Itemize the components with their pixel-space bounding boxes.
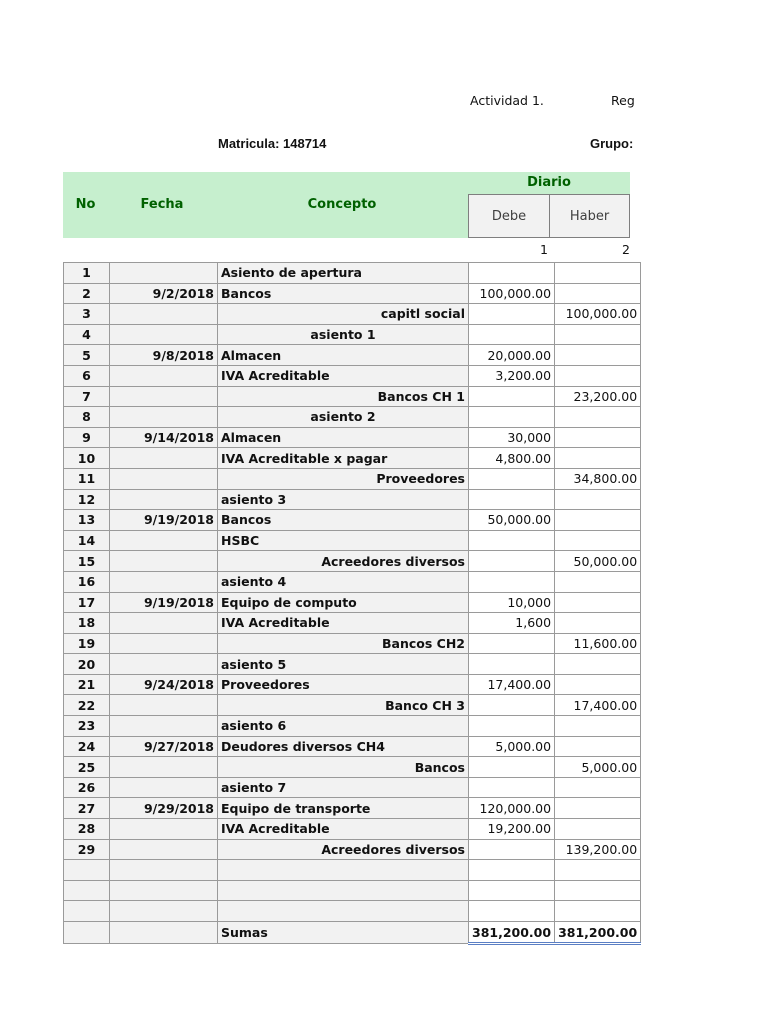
table-row [64, 263, 641, 284]
concept-cell[interactable]: IVA Acreditable [218, 365, 469, 386]
credit-cell[interactable] [555, 716, 641, 737]
concept-cell[interactable]: Acreedores diversos [218, 839, 469, 860]
debit-cell[interactable] [469, 407, 555, 428]
row-number-cell[interactable]: 24 [64, 736, 110, 757]
table-row [64, 489, 641, 510]
credit-cell[interactable] [555, 880, 641, 901]
date-cell[interactable]: 9/2/2018 [110, 283, 218, 304]
date-cell[interactable] [110, 304, 218, 325]
date-cell[interactable] [110, 839, 218, 860]
empty-row [64, 860, 641, 881]
credit-cell[interactable]: 5,000.00 [555, 757, 641, 778]
concept-cell[interactable]: Almacen [218, 427, 469, 448]
concept-cell[interactable]: asiento 4 [218, 571, 469, 592]
table-row [64, 324, 641, 345]
date-cell[interactable] [110, 777, 218, 798]
row-number-cell[interactable]: 16 [64, 571, 110, 592]
concept-cell[interactable] [218, 860, 469, 881]
debit-cell[interactable] [469, 551, 555, 572]
table-row [64, 304, 641, 325]
table-row [64, 777, 641, 798]
row-number-cell[interactable]: 23 [64, 716, 110, 737]
debe-column-number: 1 [540, 242, 548, 257]
concept-cell[interactable]: Equipo de transporte [218, 798, 469, 819]
empty-row [64, 901, 641, 922]
col-header-no: No [75, 197, 96, 212]
date-cell[interactable] [110, 407, 218, 428]
concept-cell[interactable]: Proveedores [218, 674, 469, 695]
concept-cell[interactable]: Bancos CH 1 [218, 386, 469, 407]
row-number-cell[interactable]: 11 [64, 468, 110, 489]
row-number-cell[interactable] [64, 860, 110, 881]
date-cell[interactable] [110, 613, 218, 634]
credit-cell[interactable]: 11,600.00 [555, 633, 641, 654]
debit-cell[interactable]: 19,200.00 [469, 819, 555, 840]
concept-cell[interactable]: HSBC [218, 530, 469, 551]
col-header-fecha: Fecha [140, 197, 184, 212]
credit-cell[interactable] [555, 736, 641, 757]
credit-cell[interactable] [555, 777, 641, 798]
concept-cell[interactable]: IVA Acreditable [218, 613, 469, 634]
date-cell[interactable]: 9/29/2018 [110, 798, 218, 819]
row-number-cell[interactable]: 15 [64, 551, 110, 572]
journal-table [63, 262, 641, 945]
table-row [64, 345, 641, 366]
credit-cell[interactable]: 17,400.00 [555, 695, 641, 716]
totals-label-cell[interactable]: Sumas [218, 922, 469, 944]
col-header-concepto: Concepto [307, 197, 377, 212]
row-number-cell[interactable]: 1 [64, 263, 110, 284]
credit-cell[interactable] [555, 654, 641, 675]
col-header-debe: Debe [468, 194, 550, 238]
table-row [64, 386, 641, 407]
date-cell[interactable] [110, 922, 218, 944]
debit-cell[interactable]: 3,200.00 [469, 365, 555, 386]
row-number-cell[interactable] [64, 880, 110, 901]
debit-cell[interactable] [469, 901, 555, 922]
table-row [64, 654, 641, 675]
debit-cell[interactable] [469, 839, 555, 860]
credit-cell[interactable] [555, 860, 641, 881]
concept-cell[interactable]: asiento 5 [218, 654, 469, 675]
credit-cell[interactable] [555, 592, 641, 613]
concept-cell[interactable] [218, 880, 469, 901]
debit-cell[interactable]: 5,000.00 [469, 736, 555, 757]
row-number-cell[interactable]: 10 [64, 448, 110, 469]
concept-cell[interactable]: Bancos CH2 [218, 633, 469, 654]
date-cell[interactable] [110, 263, 218, 284]
table-row [64, 530, 641, 551]
date-cell[interactable] [110, 819, 218, 840]
row-number-cell[interactable]: 25 [64, 757, 110, 778]
date-cell[interactable]: 9/19/2018 [110, 510, 218, 531]
row-number-cell[interactable]: 9 [64, 427, 110, 448]
matricula-label: Matricula: 148714 [218, 136, 327, 151]
date-cell[interactable] [110, 386, 218, 407]
grupo-label-partial: Grupo: [590, 136, 634, 151]
debit-cell[interactable] [469, 489, 555, 510]
table-row [64, 592, 641, 613]
debit-cell[interactable] [469, 654, 555, 675]
credit-cell[interactable] [555, 448, 641, 469]
table-row [64, 798, 641, 819]
totals-row [64, 922, 641, 944]
debit-cell[interactable]: 30,000 [469, 427, 555, 448]
date-cell[interactable] [110, 365, 218, 386]
credit-cell[interactable] [555, 510, 641, 531]
haber-column-number: 2 [622, 242, 630, 257]
table-row [64, 571, 641, 592]
table-row [64, 407, 641, 428]
table-row [64, 757, 641, 778]
debit-cell[interactable]: 50,000.00 [469, 510, 555, 531]
concept-cell[interactable]: Bancos [218, 283, 469, 304]
row-number-cell[interactable]: 14 [64, 530, 110, 551]
credit-cell[interactable]: 139,200.00 [555, 839, 641, 860]
table-row [64, 736, 641, 757]
concept-cell[interactable]: Bancos [218, 510, 469, 531]
row-number-cell[interactable]: 21 [64, 674, 110, 695]
table-row [64, 839, 641, 860]
concept-cell[interactable]: asiento 1 [218, 324, 469, 345]
concept-cell[interactable]: asiento 3 [218, 489, 469, 510]
credit-cell[interactable] [555, 263, 641, 284]
concept-cell[interactable]: Bancos [218, 757, 469, 778]
debit-cell[interactable]: 10,000 [469, 592, 555, 613]
debit-cell[interactable] [469, 386, 555, 407]
row-number-cell[interactable] [64, 922, 110, 944]
table-row [64, 633, 641, 654]
credit-cell[interactable]: 100,000.00 [555, 304, 641, 325]
credit-cell[interactable] [555, 613, 641, 634]
date-cell[interactable] [110, 757, 218, 778]
debit-cell[interactable]: 17,400.00 [469, 674, 555, 695]
journal-table-body [64, 263, 641, 944]
credit-cell[interactable] [555, 674, 641, 695]
debit-cell[interactable] [469, 777, 555, 798]
row-number-cell[interactable]: 26 [64, 777, 110, 798]
concept-cell[interactable]: capitl social [218, 304, 469, 325]
date-cell[interactable]: 9/24/2018 [110, 674, 218, 695]
table-row [64, 695, 641, 716]
debit-cell[interactable]: 100,000.00 [469, 283, 555, 304]
row-number-cell[interactable]: 17 [64, 592, 110, 613]
table-row [64, 283, 641, 304]
date-cell[interactable] [110, 860, 218, 881]
table-row [64, 819, 641, 840]
row-number-cell[interactable]: 5 [64, 345, 110, 366]
date-cell[interactable] [110, 530, 218, 551]
row-number-cell[interactable]: 12 [64, 489, 110, 510]
credit-cell[interactable] [555, 489, 641, 510]
concept-cell[interactable]: asiento 2 [218, 407, 469, 428]
credit-cell[interactable] [555, 571, 641, 592]
date-cell[interactable]: 9/27/2018 [110, 736, 218, 757]
col-header-haber: Haber [549, 194, 630, 238]
date-cell[interactable] [110, 468, 218, 489]
row-number-cell[interactable]: 2 [64, 283, 110, 304]
table-row [64, 427, 641, 448]
table-row [64, 674, 641, 695]
concept-cell[interactable]: asiento 6 [218, 716, 469, 737]
table-row [64, 510, 641, 531]
debit-cell[interactable] [469, 633, 555, 654]
row-number-cell[interactable]: 3 [64, 304, 110, 325]
debit-cell[interactable] [469, 860, 555, 881]
date-cell[interactable] [110, 716, 218, 737]
concept-cell[interactable]: Deudores diversos CH4 [218, 736, 469, 757]
credit-cell[interactable] [555, 345, 641, 366]
credit-cell[interactable]: 50,000.00 [555, 551, 641, 572]
concept-cell[interactable]: Proveedores [218, 468, 469, 489]
date-cell[interactable] [110, 551, 218, 572]
credit-cell[interactable] [555, 901, 641, 922]
concept-cell[interactable]: asiento 7 [218, 777, 469, 798]
date-cell[interactable] [110, 901, 218, 922]
row-number-cell[interactable]: 27 [64, 798, 110, 819]
row-number-cell[interactable]: 7 [64, 386, 110, 407]
date-cell[interactable] [110, 633, 218, 654]
date-cell[interactable]: 9/19/2018 [110, 592, 218, 613]
debit-cell[interactable] [469, 880, 555, 901]
date-cell[interactable] [110, 695, 218, 716]
row-number-cell[interactable]: 28 [64, 819, 110, 840]
concept-cell[interactable]: Asiento de apertura [218, 263, 469, 284]
concept-cell[interactable]: IVA Acreditable x pagar [218, 448, 469, 469]
credit-total-cell[interactable]: 381,200.00 [555, 922, 641, 944]
concept-cell[interactable]: Banco CH 3 [218, 695, 469, 716]
table-row [64, 716, 641, 737]
row-number-cell[interactable]: 8 [64, 407, 110, 428]
debit-cell[interactable] [469, 571, 555, 592]
credit-cell[interactable] [555, 365, 641, 386]
debit-cell[interactable] [469, 304, 555, 325]
credit-cell[interactable] [555, 819, 641, 840]
debit-cell[interactable] [469, 468, 555, 489]
empty-row [64, 880, 641, 901]
debit-cell[interactable]: 4,800.00 [469, 448, 555, 469]
credit-cell[interactable] [555, 798, 641, 819]
credit-cell[interactable] [555, 427, 641, 448]
concept-cell[interactable]: Equipo de computo [218, 592, 469, 613]
row-number-cell[interactable] [64, 901, 110, 922]
table-row [64, 365, 641, 386]
credit-cell[interactable] [555, 324, 641, 345]
row-number-cell[interactable]: 29 [64, 839, 110, 860]
credit-cell[interactable]: 23,200.00 [555, 386, 641, 407]
debit-cell[interactable]: 20,000.00 [469, 345, 555, 366]
debit-cell[interactable] [469, 757, 555, 778]
table-row [64, 448, 641, 469]
concept-cell[interactable]: Acreedores diversos [218, 551, 469, 572]
credit-cell[interactable] [555, 530, 641, 551]
row-number-cell[interactable]: 19 [64, 633, 110, 654]
debit-cell[interactable]: 1,600 [469, 613, 555, 634]
date-cell[interactable] [110, 880, 218, 901]
credit-cell[interactable] [555, 283, 641, 304]
date-cell[interactable] [110, 448, 218, 469]
col-header-diario: Diario [527, 175, 571, 190]
row-number-cell[interactable]: 13 [64, 510, 110, 531]
date-cell[interactable] [110, 324, 218, 345]
date-cell[interactable] [110, 571, 218, 592]
credit-cell[interactable]: 34,800.00 [555, 468, 641, 489]
debit-cell[interactable] [469, 695, 555, 716]
date-cell[interactable]: 9/14/2018 [110, 427, 218, 448]
concept-cell[interactable]: Almacen [218, 345, 469, 366]
concept-cell[interactable] [218, 901, 469, 922]
row-number-cell[interactable]: 6 [64, 365, 110, 386]
row-number-cell[interactable]: 22 [64, 695, 110, 716]
concept-cell[interactable]: IVA Acreditable [218, 819, 469, 840]
row-number-cell[interactable]: 20 [64, 654, 110, 675]
reg-title-partial: Reg [611, 93, 635, 108]
debit-cell[interactable]: 120,000.00 [469, 798, 555, 819]
debit-cell[interactable] [469, 716, 555, 737]
row-number-cell[interactable]: 18 [64, 613, 110, 634]
table-row [64, 468, 641, 489]
table-row [64, 613, 641, 634]
debit-cell[interactable] [469, 530, 555, 551]
date-cell[interactable]: 9/8/2018 [110, 345, 218, 366]
date-cell[interactable] [110, 654, 218, 675]
row-number-cell[interactable]: 4 [64, 324, 110, 345]
table-row [64, 551, 641, 572]
date-cell[interactable] [110, 489, 218, 510]
credit-cell[interactable] [555, 407, 641, 428]
debit-cell[interactable] [469, 324, 555, 345]
activity-title: Actividad 1. [470, 93, 544, 108]
debit-total-cell[interactable]: 381,200.00 [469, 922, 555, 944]
debit-cell[interactable] [469, 263, 555, 284]
